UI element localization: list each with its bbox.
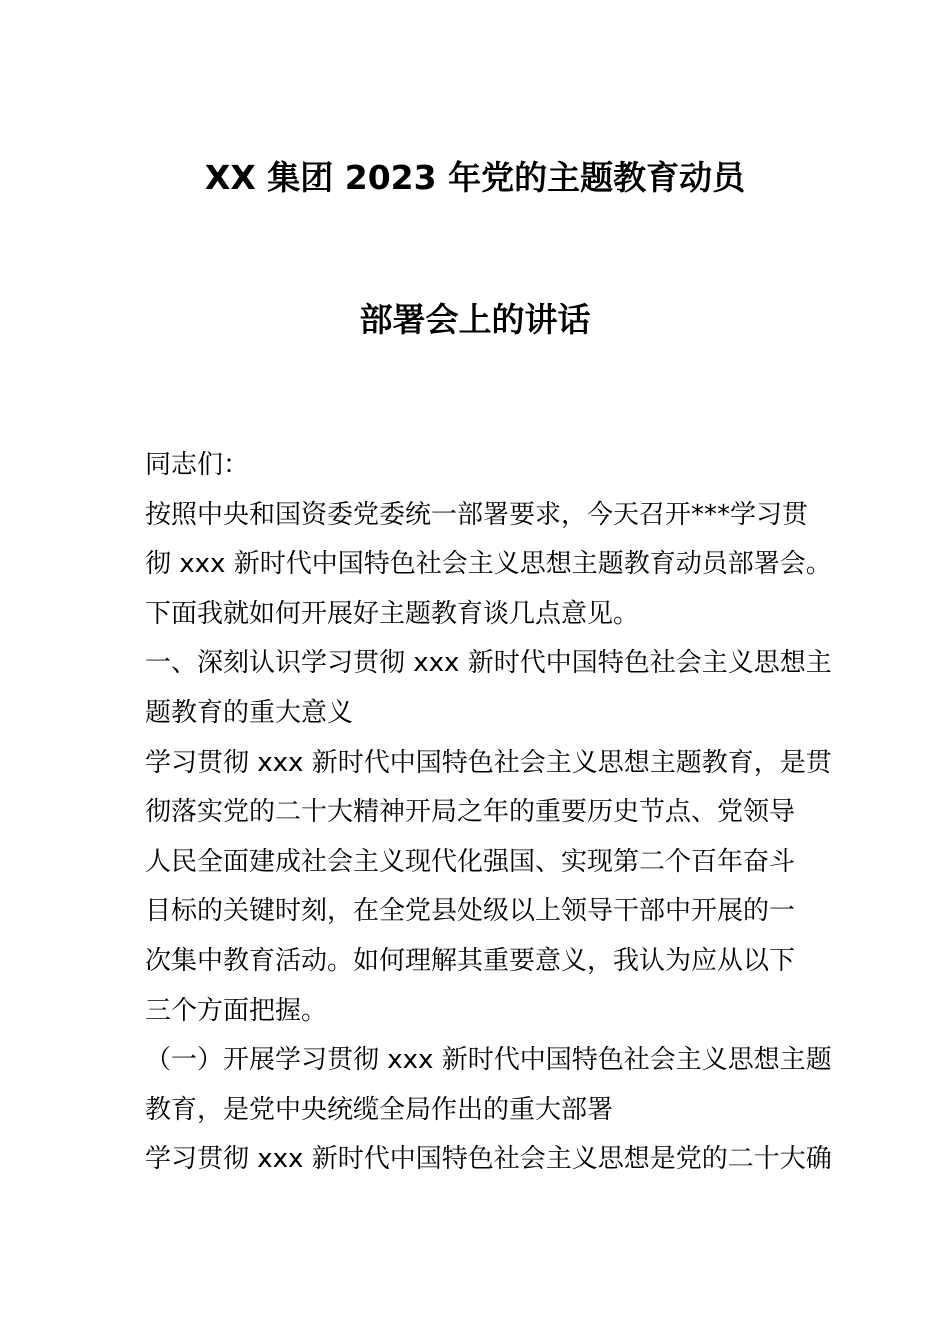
body-line: 人民全面建成社会主义现代化强国、实现第二个百年奋斗 xyxy=(145,846,796,877)
body-line: 彻 xxx 新时代中国特色社会主义思想主题教育动员部署会。 xyxy=(145,549,832,580)
salutation: 同志们： xyxy=(145,450,250,480)
body-line: 次集中教育活动。如何理解其重要意义，我认为应从以下 xyxy=(145,945,796,976)
body-line: 下面我就如何开展好主题教育谈几点意见。 xyxy=(145,598,640,629)
subsection-heading-line: 教育，是党中央统缆全局作出的重大部署 xyxy=(145,1094,614,1125)
body-line: 学习贯彻 xxx 新时代中国特色社会主义思想是党的二十大确 xyxy=(145,1144,832,1175)
body-line: 三个方面把握。 xyxy=(145,995,328,1026)
section-heading-line: 一、深刻认识学习贯彻 xxx 新时代中国特色社会主义思想主 xyxy=(145,648,832,679)
document-body xyxy=(145,441,832,1185)
body-line: 按照中央和国资委党委统一部署要求，今天召开***学习贯 xyxy=(145,499,809,530)
document-title-line-2: 部署会上的讲话 xyxy=(359,300,591,339)
document-title-line-1: XX 集团 2023 年党的主题教育动员 xyxy=(204,158,746,197)
body-line: 彻落实党的二十大精神开局之年的重要历史节点、党领导 xyxy=(145,797,796,828)
subsection-heading-line: （一）开展学习贯彻 xxx 新时代中国特色社会主义思想主题 xyxy=(145,1045,832,1076)
section-heading-line: 题教育的重大意义 xyxy=(145,697,354,728)
body-line: 目标的关键时刻，在全党县处级以上领导干部中开展的一 xyxy=(145,896,796,927)
body-line: 学习贯彻 xxx 新时代中国特色社会主义思想主题教育，是贯 xyxy=(145,747,832,778)
